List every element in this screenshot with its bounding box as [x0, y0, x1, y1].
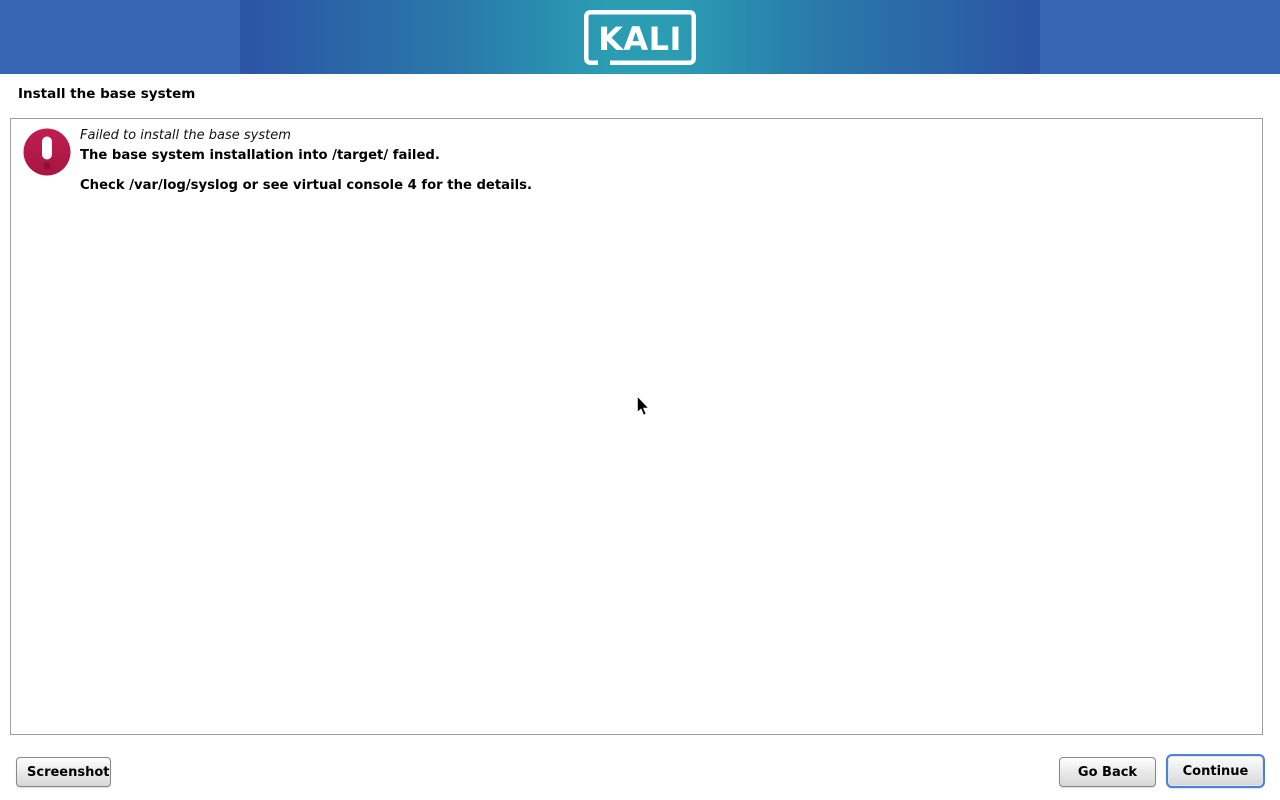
- page-title: Install the base system: [18, 86, 196, 102]
- content-panel: [10, 118, 1263, 735]
- error-title: Failed to install the base system: [80, 128, 291, 143]
- error-detail: Check /var/log/syslog or see virtual console 4 for the details.: [80, 178, 532, 193]
- go-back-button[interactable]: Go Back: [1059, 757, 1156, 787]
- kali-logo: [584, 10, 696, 65]
- error-exclamation-icon: [23, 128, 71, 176]
- error-message: The base system installation into /target/ failed.: [80, 148, 440, 163]
- continue-button[interactable]: Continue: [1166, 754, 1265, 788]
- error-text-block: [80, 128, 532, 194]
- screenshot-button[interactable]: Screenshot: [16, 757, 111, 787]
- top-banner: [0, 0, 1280, 74]
- kali-logo-text: KALI: [598, 20, 682, 58]
